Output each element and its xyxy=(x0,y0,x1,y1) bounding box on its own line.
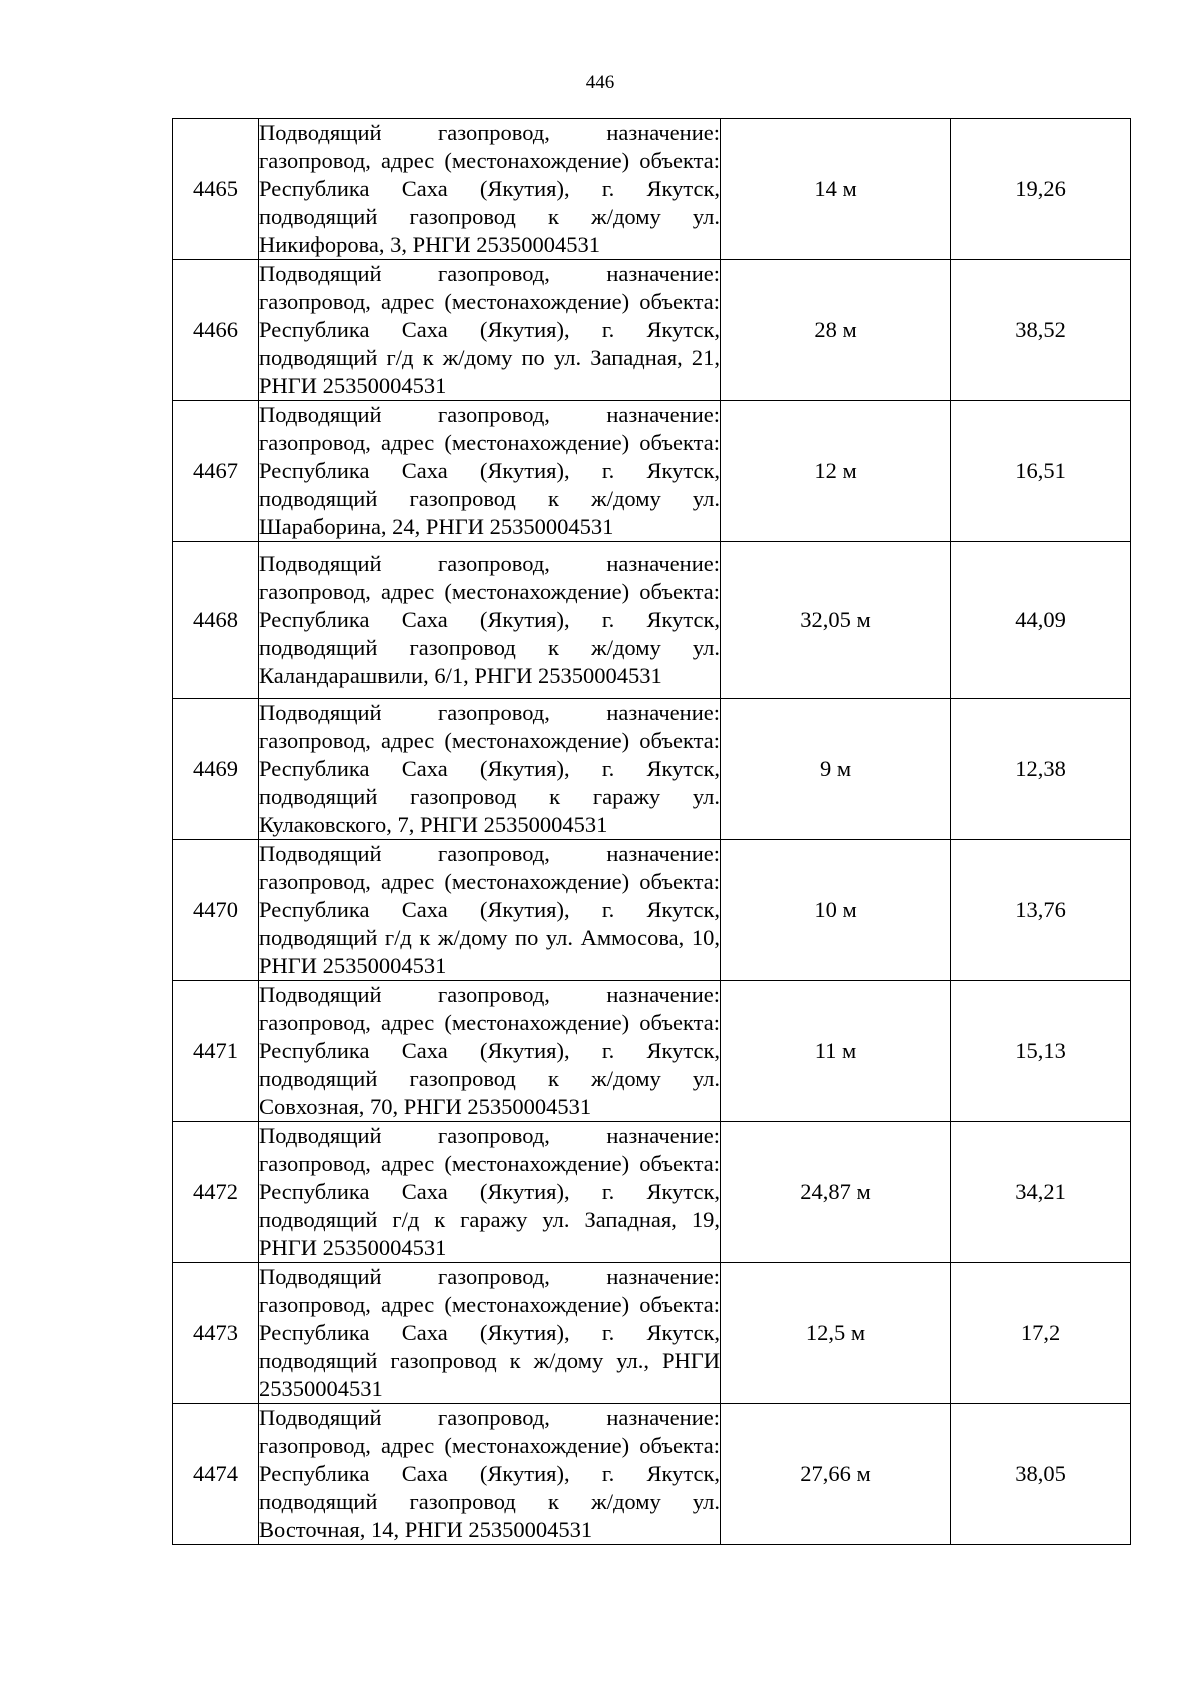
object-description: Подводящий газопровод, назначение: газопровод, адрес (местонахождение) объекта: Республика Саха (Якутия), г. Якутск, подводящий г/д к гаражу ул. Западная, 19, РНГИ 25350004531 xyxy=(259,1123,720,1260)
value-cell: 19,26 xyxy=(951,119,1131,260)
object-description: Подводящий газопровод, назначение: газопровод, адрес (местонахождение) объекта: Республика Саха (Якутия), г. Якутск, подводящий газопровод к ж/дому ул. Шараборина, 24, РНГИ 25350004531 xyxy=(259,402,720,539)
table-row xyxy=(173,981,1131,1122)
page-number: 446 xyxy=(585,72,615,93)
object-description-cell xyxy=(259,840,721,981)
value-cell: 38,52 xyxy=(951,260,1131,401)
length-cell: 24,87 м xyxy=(721,1122,951,1263)
object-description: Подводящий газопровод, назначение: газопровод, адрес (местонахождение) объекта: Республика Саха (Якутия), г. Якутск, подводящий газопровод к ж/дому ул. Восточная, 14, РНГИ 25350004531 xyxy=(259,1405,720,1542)
object-description: Подводящий газопровод, назначение: газопровод, адрес (местонахождение) объекта: Республика Саха (Якутия), г. Якутск, подводящий газопровод к ж/дому ул. Никифорова, 3, РНГИ 25350004531 xyxy=(259,120,720,257)
object-description-cell xyxy=(259,260,721,401)
row-number-cell: 4469 xyxy=(173,699,259,840)
object-description: Подводящий газопровод, назначение: газопровод, адрес (местонахождение) объекта: Республика Саха (Якутия), г. Якутск, подводящий газопровод к ж/дому ул. Каландарашвили, 6/1, РНГИ 25350004531 xyxy=(259,551,720,688)
object-description-cell xyxy=(259,401,721,542)
value-cell: 12,38 xyxy=(951,699,1131,840)
value-cell: 17,2 xyxy=(951,1263,1131,1404)
length-cell: 14 м xyxy=(721,119,951,260)
row-number-cell: 4470 xyxy=(173,840,259,981)
row-number-cell: 4474 xyxy=(173,1404,259,1545)
table-row xyxy=(173,119,1131,260)
object-description-cell xyxy=(259,542,721,699)
row-number-cell: 4473 xyxy=(173,1263,259,1404)
row-number-cell: 4468 xyxy=(173,542,259,699)
length-cell: 10 м xyxy=(721,840,951,981)
object-description: Подводящий газопровод, назначение: газопровод, адрес (местонахождение) объекта: Республика Саха (Якутия), г. Якутск, подводящий г/д к ж/дому по ул. Аммосова, 10, РНГИ 25350004531 xyxy=(259,841,720,978)
table-row xyxy=(173,260,1131,401)
object-description-cell xyxy=(259,1263,721,1404)
length-cell: 12,5 м xyxy=(721,1263,951,1404)
value-cell: 34,21 xyxy=(951,1122,1131,1263)
length-cell: 9 м xyxy=(721,699,951,840)
table-row xyxy=(173,401,1131,542)
value-cell: 15,13 xyxy=(951,981,1131,1122)
value-cell: 38,05 xyxy=(951,1404,1131,1545)
object-description: Подводящий газопровод, назначение: газопровод, адрес (местонахождение) объекта: Республика Саха (Якутия), г. Якутск, подводящий газопровод к ж/дому ул. Совхозная, 70, РНГИ 25350004531 xyxy=(259,982,720,1119)
row-number-cell: 4465 xyxy=(173,119,259,260)
value-cell: 44,09 xyxy=(951,542,1131,699)
table-row xyxy=(173,542,1131,699)
length-cell: 12 м xyxy=(721,401,951,542)
table-row xyxy=(173,1263,1131,1404)
length-cell: 28 м xyxy=(721,260,951,401)
object-description-cell xyxy=(259,981,721,1122)
table-row xyxy=(173,699,1131,840)
row-number-cell: 4466 xyxy=(173,260,259,401)
length-cell: 11 м xyxy=(721,981,951,1122)
registry-table-body xyxy=(173,119,1131,1545)
row-number-cell: 4471 xyxy=(173,981,259,1122)
table-row xyxy=(173,1404,1131,1545)
registry-table xyxy=(172,118,1131,1545)
object-description: Подводящий газопровод, назначение: газопровод, адрес (местонахождение) объекта: Республика Саха (Якутия), г. Якутск, подводящий газопровод к ж/дому ул., РНГИ 25350004531 xyxy=(259,1264,720,1401)
object-description: Подводящий газопровод, назначение: газопровод, адрес (местонахождение) объекта: Республика Саха (Якутия), г. Якутск, подводящий газопровод к гаражу ул. Кулаковского, 7, РНГИ 25350004531 xyxy=(259,700,720,837)
object-description-cell xyxy=(259,1122,721,1263)
object-description-cell xyxy=(259,1404,721,1545)
value-cell: 16,51 xyxy=(951,401,1131,542)
value-cell: 13,76 xyxy=(951,840,1131,981)
row-number-cell: 4472 xyxy=(173,1122,259,1263)
row-number-cell: 4467 xyxy=(173,401,259,542)
table-row xyxy=(173,1122,1131,1263)
length-cell: 32,05 м xyxy=(721,542,951,699)
object-description: Подводящий газопровод, назначение: газопровод, адрес (местонахождение) объекта: Республика Саха (Якутия), г. Якутск, подводящий г/д к ж/дому по ул. Западная, 21, РНГИ 25350004531 xyxy=(259,261,720,398)
object-description-cell xyxy=(259,119,721,260)
length-cell: 27,66 м xyxy=(721,1404,951,1545)
table-row xyxy=(173,840,1131,981)
object-description-cell xyxy=(259,699,721,840)
